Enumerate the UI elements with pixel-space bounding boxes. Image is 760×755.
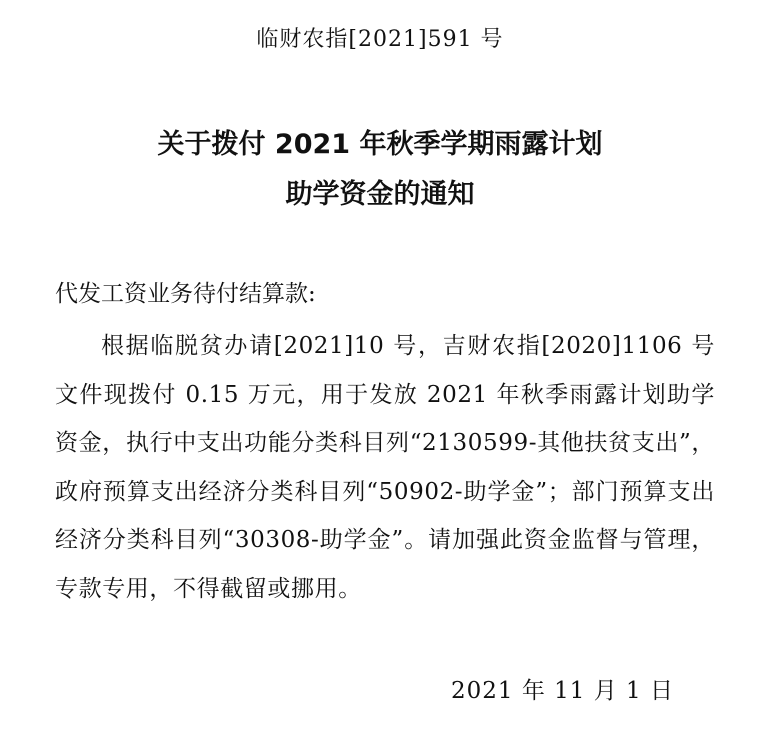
document-title-line-1: 关于拨付 2021 年秋季学期雨露计划 [157, 129, 603, 160]
document-title-line-2: 助学资金的通知 [285, 179, 475, 210]
addressee: 代发工资业务待付结算款: [55, 281, 316, 307]
body-paragraph: 根据临脱贫办请[2021]10 号，吉财农指[2020]1106 号文件现拨付 0.15 万元，用于发放 2021 年秋季雨露计划助学资金，执行中支出功能分类科目列“2130599-其他扶贫支出”，政府预算支出经济分类科目列“50902-助学金”；部门预算支出经济分类科目列“30308-助学金”。请加强此资金监督与管理，专款专用，不得截留或挪用。 [55, 333, 715, 602]
document-number: 临财农指[2021]591 号 [256, 27, 504, 52]
document-date: 2021 年 11 月 1 日 [451, 678, 674, 704]
